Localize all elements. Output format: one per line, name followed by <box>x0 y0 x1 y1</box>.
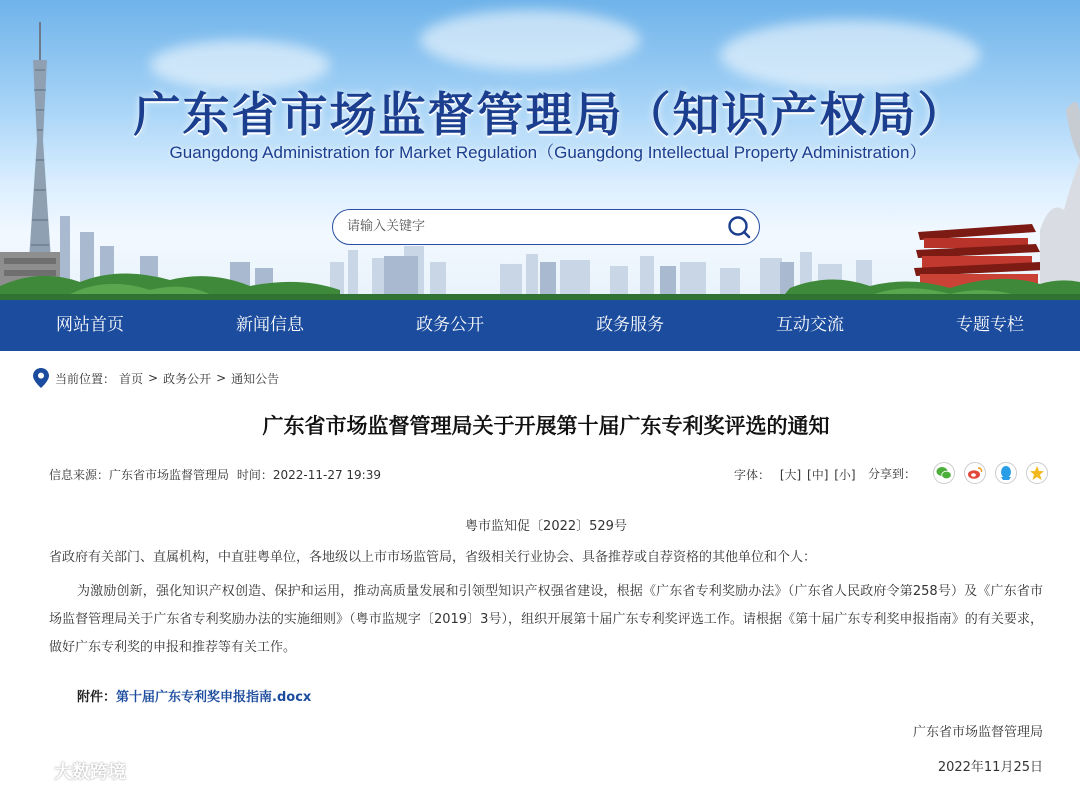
search-icon[interactable] <box>727 215 751 239</box>
weibo-icon[interactable] <box>964 462 986 484</box>
attachment-link[interactable]: 第十届广东专利奖申报指南.docx <box>116 690 312 705</box>
red-pavilion-illustration <box>914 224 1044 290</box>
nav-item-government-affairs[interactable]: 政务公开 <box>416 315 484 335</box>
article-source: 信息来源：广东省市场监督管理局 <box>49 468 230 482</box>
qzone-icon[interactable] <box>1026 462 1048 484</box>
article-title: 广东省市场监督管理局关于开展第十届广东专利奖评选的通知 <box>262 414 830 438</box>
article-meta <box>49 466 385 483</box>
qq-icon[interactable] <box>995 462 1017 484</box>
nav-item-home[interactable]: 网站首页 <box>56 315 124 335</box>
location-pin-icon <box>33 368 49 388</box>
header-banner <box>0 0 1080 300</box>
site-title-en: Guangdong Administration for Market Regulation（Guangdong Intellectual Property Administration） <box>169 143 927 162</box>
breadcrumb-item-home[interactable]: 首页 <box>119 371 144 386</box>
document-number: 粤市监知促〔2022〕529号 <box>465 519 627 534</box>
article-time: 时间：2022-11-27 19:39 <box>236 468 381 482</box>
share-bar <box>868 462 1048 484</box>
watermark <box>10 758 126 784</box>
share-label: 分享到： <box>868 466 917 481</box>
search-box <box>332 209 760 245</box>
nav-item-special-topics[interactable]: 专题专栏 <box>956 315 1024 335</box>
nav-item-news[interactable]: 新闻信息 <box>236 315 304 335</box>
breadcrumb-item-gov-affairs[interactable]: 政务公开 <box>163 371 212 386</box>
font-size-selector <box>734 466 862 483</box>
watermark-logo-icon <box>10 760 50 782</box>
breadcrumb <box>33 368 283 388</box>
nav-item-interaction[interactable]: 互动交流 <box>776 315 844 335</box>
article-recipients: 省政府有关部门、直属机构，中直驻粤单位，各地级以上市市场监管局，省级相关行业协会、具备推荐或自荐资格的其他单位和个人： <box>49 550 817 565</box>
nav-item-government-services[interactable]: 政务服务 <box>596 315 664 335</box>
article-date: 2022年11月25日 <box>937 760 1043 775</box>
site-title-cn: 广东省市场监督管理局（知识产权局） <box>133 88 967 143</box>
search-input[interactable] <box>345 218 709 235</box>
article-body: 为激励创新，强化知识产权创造、保护和运用，推动高质量发展和引领型知识产权强省建设，根据《广东省专利奖励办法》（广东省人民政府令第258号）及《广东省市场监督管理局关于广东省专利奖励办法的实施细则》（粤市监规字〔2019〕3号），组织开展第十届广东专利奖评选工作。请根据《第十届广东专利奖申报指南》的有关要求，做好广东专利奖的申报和推荐等有关工作。 <box>49 584 1043 655</box>
font-size-large[interactable]: [大] <box>779 468 802 482</box>
watermark-text: 大数跨境 <box>54 762 126 783</box>
breadcrumb-separator: > <box>148 371 159 385</box>
wechat-icon[interactable] <box>933 462 955 484</box>
breadcrumb-item-notices[interactable]: 通知公告 <box>231 371 280 386</box>
font-size-small[interactable]: [小] <box>834 468 856 482</box>
breadcrumb-label: 当前位置： <box>55 371 116 386</box>
font-size-label: 字体： <box>734 468 771 482</box>
main-nav <box>0 300 1080 351</box>
font-size-medium[interactable]: [中] <box>807 468 829 482</box>
attachment-label: 附件： <box>77 690 117 705</box>
breadcrumb-separator: > <box>216 371 227 385</box>
article-signature: 广东省市场监督管理局 <box>912 725 1043 740</box>
attachment <box>77 686 311 705</box>
